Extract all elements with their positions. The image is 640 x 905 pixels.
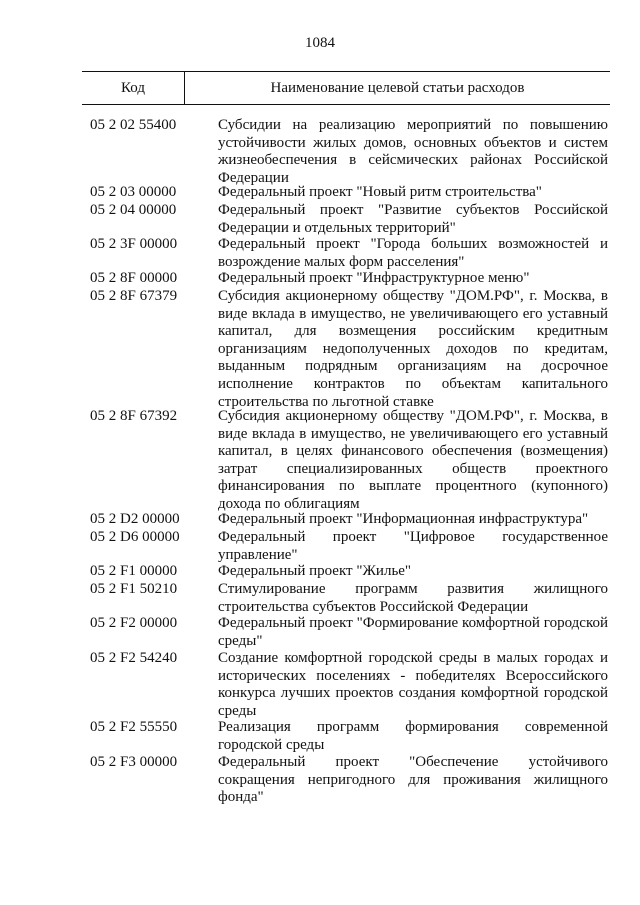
row-code: 05 2 F2 00000 <box>90 615 178 631</box>
row-code: 05 2 F2 55550 <box>90 719 178 735</box>
row-code: 05 2 04 00000 <box>90 202 177 218</box>
row-name: Федеральный проект "Новый ритм строительства" <box>218 184 542 200</box>
row-name: Федеральный проект "Развитие субъектов Российской Федерации и отдельных территорий" <box>218 202 608 236</box>
row-code: 05 2 F3 00000 <box>90 754 178 770</box>
row-name: Федеральный проект "Инфраструктурное меню" <box>218 270 530 286</box>
row-code: 05 2 02 55400 <box>90 117 177 133</box>
page-number: 1084 <box>305 35 335 51</box>
row-code: 05 2 D2 00000 <box>90 511 180 527</box>
row-code: 05 2 8F 67379 <box>90 288 178 304</box>
row-code: 05 2 8F 00000 <box>90 270 178 286</box>
row-name: Федеральный проект "Информационная инфраструктура" <box>218 511 589 527</box>
row-code: 05 2 F1 00000 <box>90 563 178 579</box>
row-name: Субсидия акционерному обществу "ДОМ.РФ", г. Москва, в виде вклада в имущество, не увеличивающего его уставный капитал, для возмещения российским кредитным организациям недополученных доходов по кредитам, выданным подрядным организациям на досрочное исполнение контрактов по объектам капитального строительства по льготной ставке <box>218 288 608 410</box>
row-name: Создание комфортной городской среды в малых городах и исторических поселениях - победителях Всероссийского конкурса лучших проектов создания комфортной городской среды <box>218 650 608 719</box>
row-name: Федеральный проект "Обеспечение устойчивого сокращения непригодного для проживания жилищного фонда" <box>218 754 608 806</box>
table-header <box>82 71 610 105</box>
header-code: Код <box>121 80 145 96</box>
row-code: 05 2 F2 54240 <box>90 650 178 666</box>
row-name: Федеральный проект "Формирование комфортной городской среды" <box>218 615 608 649</box>
row-code: 05 2 D6 00000 <box>90 529 180 545</box>
row-name: Субсидия акционерному обществу "ДОМ.РФ", г. Москва, в виде вклада в имущество, не увеличивающего его уставный капитал, в целях финансового обеспечения (возмещения) затрат специализированных обществ проектного финансирования по выплате процентного (купонного) дохода по облигациям <box>218 408 608 512</box>
row-name: Федеральный проект "Города больших возможностей и возрождение малых форм расселения" <box>218 236 608 270</box>
row-name: Реализация программ формирования современной городской среды <box>218 719 608 753</box>
row-code: 05 2 3F 00000 <box>90 236 178 252</box>
row-name: Субсидии на реализацию мероприятий по повышению устойчивости жилых домов, основных объектов и систем жизнеобеспечения в сейсмических районах Российской Федерации <box>218 117 608 186</box>
row-code: 05 2 8F 67392 <box>90 408 178 424</box>
header-name: Наименование целевой статьи расходов <box>270 80 525 96</box>
row-name: Федеральный проект "Цифровое государственное управление" <box>218 529 608 563</box>
row-code: 05 2 F1 50210 <box>90 581 178 597</box>
row-name: Федеральный проект "Жилье" <box>218 563 412 579</box>
row-name: Стимулирование программ развития жилищного строительства субъектов Российской Федерации <box>218 581 608 615</box>
row-code: 05 2 03 00000 <box>90 184 177 200</box>
